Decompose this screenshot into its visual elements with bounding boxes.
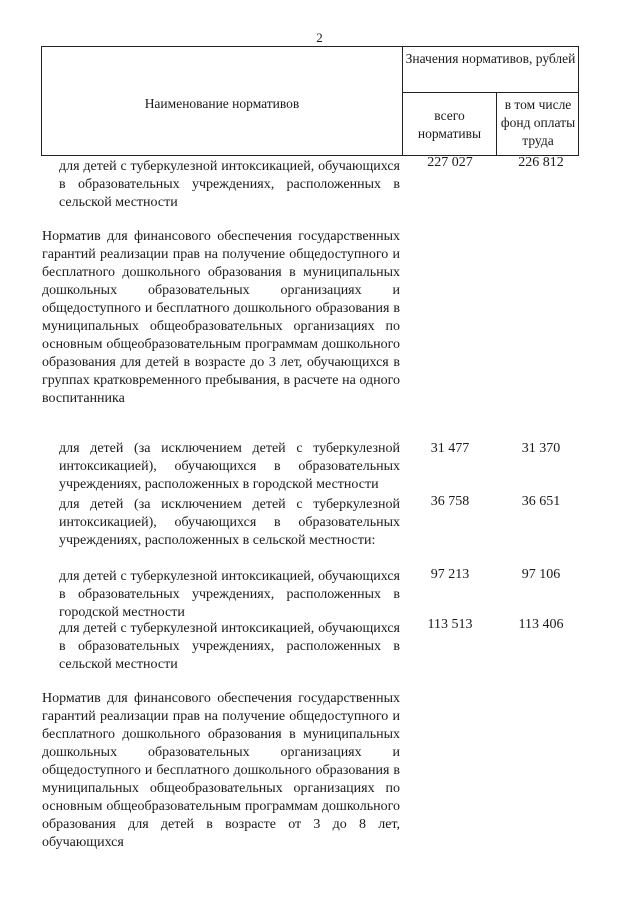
row-label: для детей с туберкулезной интоксикацией, обучающихся в образовательных учреждениях, расположенных в городской местности	[59, 569, 400, 620]
header-fot: в том числе фонд оплаты труда	[500, 97, 576, 148]
header-values: Значения нормативов, рублей	[405, 51, 576, 66]
row-total: 97 213	[430, 567, 470, 582]
normative-paragraph: Норматив для финансового обеспечения государственных гарантий реализации прав на получение общедоступного и бесплатного дошкольного образования в муниципальных дошкольных образовательных организациях и общедоступного и бесплатного дошкольного образования в муниципальных общеобразовательных организациях по основным общеобразовательным программам дошкольного образования для детей в возрасте до 3 лет, обучающихся в группах кратковременного пребывания, в расчете на одного воспитанника	[42, 229, 400, 406]
row-label: для детей (за исключением детей с туберкулезной интоксикацией), обучающихся в образовательных учреждениях, расположенных в городской местности	[59, 441, 400, 492]
row-total: 227 027	[427, 155, 473, 170]
table-top-border	[41, 46, 579, 47]
table-values-divider	[402, 92, 579, 93]
row-fot: 226 812	[518, 155, 564, 170]
row-fot: 113 406	[518, 617, 564, 632]
row-label: для детей с туберкулезной интоксикацией, обучающихся в образовательных учреждениях, расположенных в сельской местности	[59, 159, 400, 210]
row-total: 36 758	[430, 494, 470, 509]
row-fot: 97 106	[521, 567, 561, 582]
row-fot: 31 370	[521, 441, 561, 456]
row-label: для детей с туберкулезной интоксикацией, обучающихся в образовательных учреждениях, расположенных в сельской местности	[59, 621, 400, 672]
page-number: 2	[316, 30, 323, 45]
row-label: для детей (за исключением детей с туберкулезной интоксикацией), обучающихся в образовательных учреждениях, расположенных в сельской местности:	[59, 497, 400, 548]
normative-paragraph: Норматив для финансового обеспечения государственных гарантий реализации прав на получение общедоступного и бесплатного дошкольного образования в муниципальных дошкольных образовательных организациях и общедоступного и бесплатного дошкольного образования в муниципальных общеобразовательных организациях по основным общеобразовательным программам дошкольного образования для детей в возрасте от 3 до 8 лет, обучающихся	[42, 691, 400, 850]
header-total: всего нормативы	[417, 108, 482, 141]
row-total: 31 477	[430, 441, 470, 456]
row-fot: 36 651	[521, 494, 561, 509]
row-total: 113 513	[427, 617, 473, 632]
header-name: Наименование нормативов	[144, 96, 300, 111]
